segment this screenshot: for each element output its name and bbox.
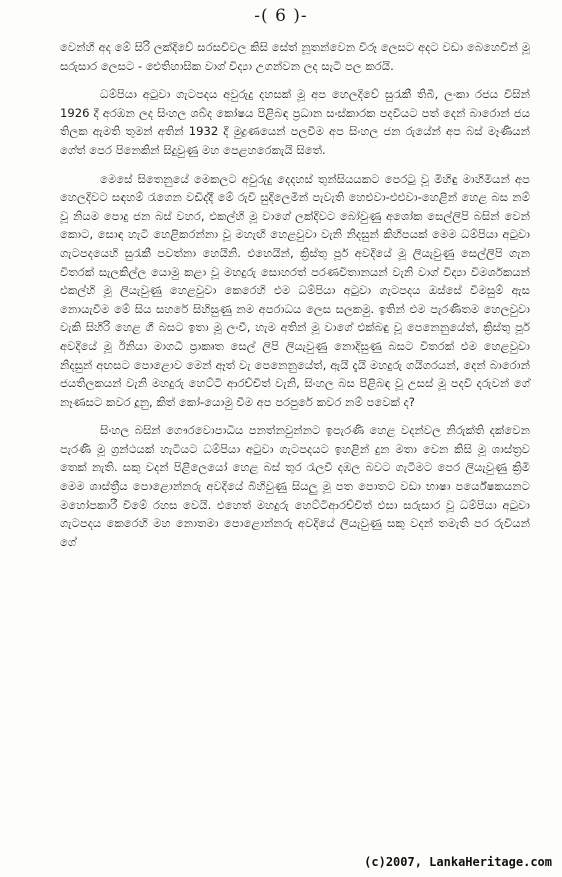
paragraph-4: සිංහල බසින් ගෞරවොපාධිය පනත්නවුන්නට ඉපැරණි හෙළ වදන්වල නිරුක්ති දක්වෙන පැරණි මූ ග්‍රන්ථයක් හැටියට ධම්පියා අටුවා ගැටපදයට ඉහළින් දුන මතා වෙන කිසි මූ ශාස්ත්‍රව තෙක් නැති. සකු වදන් පිළිලෙයෝ හෙළ බස් තුර රැලවී දඹල බවට ගැටීමට පෙර ලියැවුණු ක්‍රිමි මෙම ශාස්ත්‍රීය පොළොන්නරු අවදියේ බිහිවුණු සියලු මූ පත පොතට වඩා භාෂා පර්යේෂකයනට මහෝපකාරී විමේ රහස වෙයි. එහෙත් මහදුරු හෙට්ටිආරච්චිත් එසා සරුසාර වූ ධම්පියා අටුවා ගැටපදය කෙරෙහි මහ නොතමා පොළොන්නරු අවදියේ ලියැවුණු සකු වදන් තමැති පර රුවියන් ගේ	[60, 423, 530, 549]
page-number: -( 6 )-	[254, 6, 308, 26]
paragraph-3: මෙසේ සිතෙනුයේ මෙකලට අවුරුදු දෙදහස් තුන්සියයකට පෙරටු වූ මිහිඳු මාහිමියන් අප හෙලදිවට සඳහම් රැගෙන වඩිද්දී මේ රුවි සුදිලෙමින් පැවැති හෙළුවා-එළුවා-හෙළින් හෙළ බස නම් වූ නියම පොදු ජන බස් වහර, එකල්හි මූ වාගේ ලක්දිවට බෝවුණු අශෝක සෙල්ලිපි බසින් වෙන් කොට, සොඳ හැටි හෙළිකරන්නා වූ මහැඟි හෙළවුවා වැනි නිදසුන් කිහිපයක් මෙම ධම්පියා අටුවා ගැටපදයෙහි සුරැකී පවත්නා හෙයිනි. එහෙයින්, ක්‍රිස්තු පූර් අවදියේ මූ ලියැවුණු සෙල්ලිපි ගැන විතරක් සැලකිල්ල යොමු කළා වූ මහදුරු සොහරත් පරණවිතානයන් වැනි වාග් විද්‍යා විමර්ශකයන් එකල්හි මූ ලියැවුණු හෙළවුවා කෙරෙහි එම ධම්පියා අටුවා ගැටපදය ඔස්සේ විමසුම් ඇස නොයැවීම මේ සිය සහරේ සිහිසුණු නම අපරාධය ලෙස සලකමු. ඉතින් එම පැරණිතම හෙලවුවා වැකි සිහිරි හෙළ ගී බසට ඉතා මූ ලංවී, හැම අතින් මූ වාගේ එක්බඳු වූ පෙනෙනුයේත්, ක්‍රිස්තු පූර් අවදියේ මූ ඊනියා මාගධී ප්‍රාකෘත සෙල් ලිපි ලියැවුණු නොදිසුණු බසට විතරක් එම හෙළවුවා නිදසුන් අඟසට පොළොව මෙන් ඈත් වැ පෙනෙනුයේත්, ඇයි දැයි මහදුරු ගයිගරයන්, දෙන් බාරොන් ජයතිලකයන් වැනි මහදුරු හෙට්ටි ආරච්චිත් වැනි, සිංහල බස පිළිබඳ වූ උසස් මූ පදවි දරුවන් ගේ නෑණසට කවර දූනු, කිත් කෝ-යොමු වීම අප පරපුරේ කවර නම් පවෙක් ද?	[60, 171, 530, 409]
paragraph-2: ධම්පියා අටුවා ගැටපදය අවුරුදු දහසක් මූ අප හෙලදිවේ සුරැකී තිබී, ලංකා රජය විසින් 1926 දී අරඹන ලද සිංහල ශබ්ද කෝෂය පිළිබඳ ප්‍රධාන සංස්කාරක පදවියට පත් දෙන් බාරොන් ජය තිලක ඇමති තුමන් අතින් 1932 දී මුද්‍රණයෙන් පලවීම අප සිංහල ජන රුයේන් අප බස් මෑණියන් ගේත් පෙර පිනෙකින් සිදුවුණු මහ පෙළහරෙකැයි සිතේ.	[60, 87, 530, 157]
copyright-footer: (c)2007, LankaHeritage.com	[364, 855, 552, 869]
paragraph-1: වෙන්හි අද මේ සිරි ලක්දිවේ සරසවිවල කිසි සේත් නූතන්වෙන විරූ ලෙසට අදට වඩා බෙහෙවින් මූ සරුසාර ලෙසට - ඓතිහාසික වාග් විද්‍යා උගන්වන ලද සැටි පල කරයි.	[60, 40, 530, 73]
body-text	[60, 38, 530, 561]
